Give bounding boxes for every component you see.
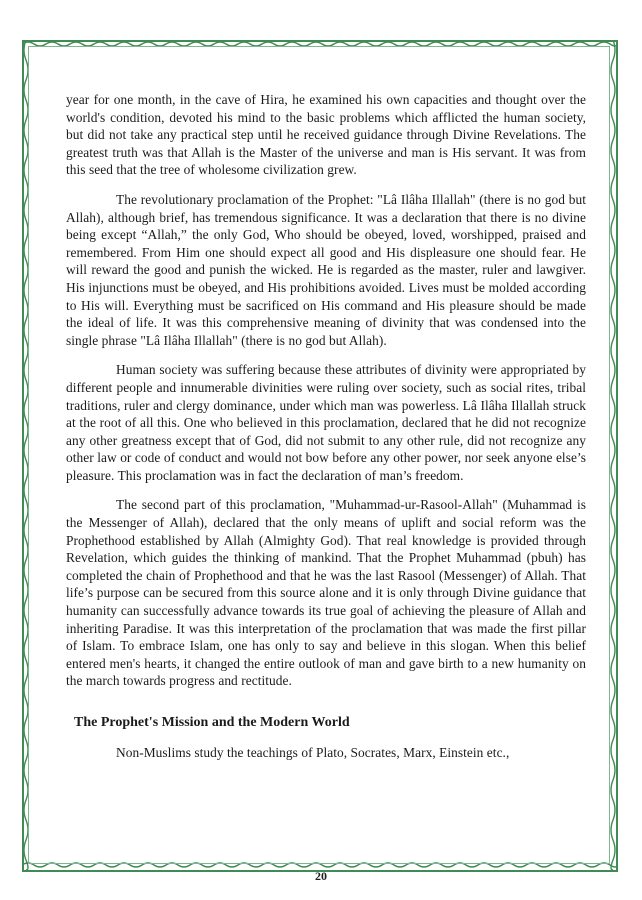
- paragraph-non-muslims: Non-Muslims study the teachings of Plato, Socrates, Marx, Einstein etc.,: [116, 745, 510, 760]
- page-content: [66, 91, 586, 762]
- paragraph-second-part: The second part of this proclamation, "Muhammad-ur-Rasool-Allah" (Muhammad is the Messenger of Allah), declared that the only means of uplift and social reform was the Prophethood established by Allah (Almighty God). That real knowledge is provided through Revelation, which guides the thinking of mankind. That the Prophet Muhammad (pbuh) has completed the chain of Prophethood and that he was the last Rasool (Messenger) of Allah. That life’s purpose can be secured from this source alone and it is only through Divine guidance that humanity can successfully advance towards its true goal of achieving the pleasure of Allah and inheriting Paradise. It was this interpretation of the proclamation that was made the first pillar of Islam. To embrace Islam, one has only to say and believe in this slogan. When this belief entered men's hearts, it changed the entire outlook of man and gave birth to a new humanity on the march towards progress and rectitude.: [66, 497, 586, 689]
- page-number: 20: [315, 869, 327, 883]
- paragraph-proclamation: The revolutionary proclamation of the Prophet: "Lâ Ilâha Illallah" (there is no god but Allah), although brief, has tremendous significance. It was a declaration that there is no divine being except “Allah,” the only God, Who should be obeyed, loved, worshipped, praised and remembered. From Him one should expect all good and His displeasure one should fear. He will reward the good and punish the wicked. He is regarded as the master, ruler and lawgiver. His injunctions must be obeyed, and His prohibitions avoided. Lives must be molded according to His will. Everything must be sacrificed on His command and His pleasure should be made the ideal of life. It was this comprehensive meaning of divinity that was condensed into the single phrase "Lâ Ilâha Illallah" (there is no god but Allah).: [66, 191, 586, 348]
- section-heading: The Prophet's Mission and the Modern World: [74, 715, 350, 730]
- paragraph-cave-of-hira: year for one month, in the cave of Hira, he examined his own capacities and thought over the world's condition, devoted his mind to the basic problems which afflicted the human society, but did not take any practical step until he received guidance through Divine Revelations. The greatest truth was that Allah is the Master of the universe and man is His servant. It was from this seed that the tree of wholesome civilization grew.: [66, 92, 586, 178]
- paragraph-human-society: Human society was suffering because these attributes of divinity were appropriated by different people and innumerable divinities were ruling over society, such as social rites, tribal traditions, ruler and clergy dominance, under which man was powerless. Lâ Ilâha Illallah struck at the root of all this. One who believed in this proclamation, declared that he did not recognize any other greatness except that of God, did not submit to any other rule, did not recognize any other law or code of conduct and would not bow before any other power, nor seek anyone else’s pleasure. This proclamation was in fact the declaration of man’s freedom.: [66, 362, 586, 483]
